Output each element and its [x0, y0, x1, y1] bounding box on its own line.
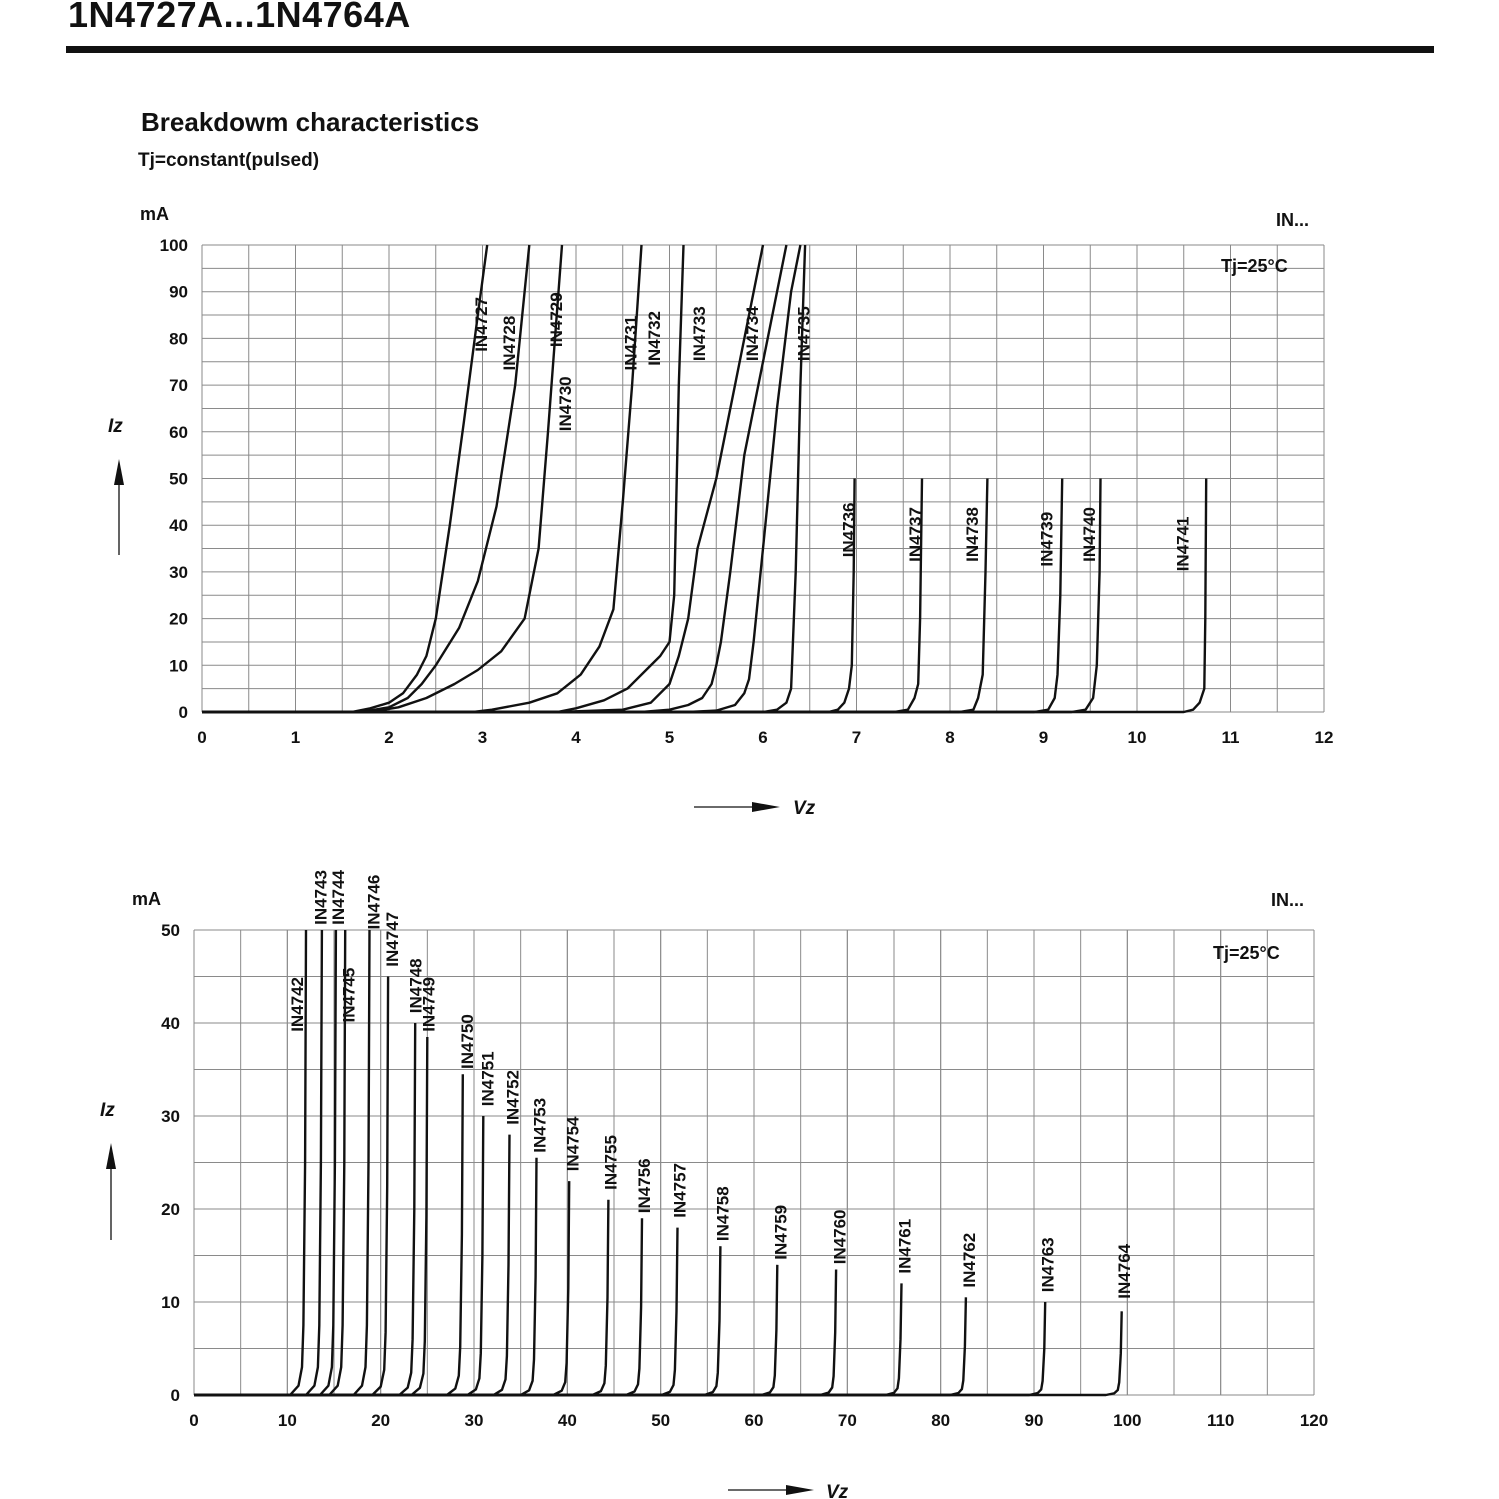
- series-label-IN4763: IN4763: [1038, 1237, 1058, 1293]
- y-tick-label: 60: [169, 422, 188, 442]
- x-tick-label: 9: [1038, 728, 1049, 747]
- series-label-IN4741: IN4741: [1173, 516, 1193, 572]
- series-IN4762: [194, 1297, 966, 1395]
- y-tick-label: 10: [169, 656, 188, 676]
- temperature-note: Tj=25°C: [1213, 943, 1280, 963]
- series-label-IN4744: IN4744: [329, 870, 349, 925]
- x-tick-label: 2: [384, 728, 394, 747]
- series-IN4756: [194, 1218, 642, 1395]
- series-label-IN4737: IN4737: [905, 507, 925, 562]
- series-IN4750: [194, 1074, 463, 1395]
- series-IN4747: [194, 977, 388, 1396]
- series-label-IN4759: IN4759: [771, 1204, 791, 1260]
- series-IN4759: [194, 1265, 777, 1395]
- y-axis-label: Iz: [100, 1100, 115, 1121]
- x-tick-label: 50: [651, 1411, 671, 1430]
- y-tick-label: 100: [159, 236, 188, 255]
- x-tick-label: 0: [197, 728, 207, 747]
- y-unit-label: mA: [140, 204, 170, 224]
- series-label-IN4728: IN4728: [499, 315, 519, 371]
- y-tick-label: 40: [161, 1014, 180, 1033]
- y-tick-label: 20: [161, 1200, 180, 1219]
- series-label-IN4751: IN4751: [478, 1051, 498, 1107]
- series-label-IN4733: IN4733: [689, 306, 709, 362]
- y-tick-label: 50: [169, 469, 188, 489]
- x-tick-label: 4: [571, 728, 581, 747]
- x-tick-label: 0: [189, 1411, 199, 1430]
- device-family-label: IN...: [1271, 890, 1305, 910]
- series-label-IN4758: IN4758: [713, 1186, 733, 1242]
- x-tick-label: 40: [557, 1411, 577, 1430]
- document-title: 1N4727A...1N4764A: [68, 0, 411, 35]
- y-tick-label: 10: [161, 1293, 180, 1312]
- series-label-IN4762: IN4762: [959, 1232, 979, 1288]
- x-axis-label: Vz: [826, 1482, 849, 1499]
- y-tick-label: 30: [169, 562, 188, 582]
- series-label-IN4729: IN4729: [546, 292, 566, 348]
- x-axis-label: Vz: [793, 798, 816, 819]
- y-tick-label: 0: [170, 1386, 180, 1405]
- series-label-IN4749: IN4749: [419, 976, 439, 1032]
- series-label-IN4757: IN4757: [670, 1162, 690, 1218]
- y-tick-label: 80: [169, 329, 188, 349]
- series-label-IN4753: IN4753: [530, 1097, 550, 1153]
- x-tick-label: 100: [1113, 1411, 1142, 1430]
- x-tick-label: 110: [1206, 1411, 1235, 1430]
- x-tick-label: 90: [1024, 1411, 1044, 1430]
- x-tick-label: 80: [931, 1411, 951, 1430]
- series-label-IN4739: IN4739: [1037, 511, 1057, 567]
- series-label-IN4761: IN4761: [895, 1218, 915, 1274]
- series-label-IN4732: IN4732: [644, 310, 664, 366]
- device-family-label: IN...: [1276, 210, 1310, 230]
- series-label-IN4755: IN4755: [601, 1135, 621, 1190]
- y-axis-label: Iz: [108, 416, 123, 437]
- x-axis-arrow-head: [786, 1485, 814, 1495]
- chart-1: [108, 204, 1333, 819]
- x-tick-label: 3: [477, 728, 488, 747]
- y-tick-label: 90: [169, 282, 188, 302]
- series-label-IN4745: IN4745: [339, 967, 359, 1023]
- y-tick-label: 0: [178, 703, 188, 722]
- x-tick-label: 20: [371, 1411, 391, 1430]
- y-unit-label: mA: [132, 889, 162, 909]
- x-tick-label: 6: [758, 728, 768, 747]
- y-axis-arrow-head: [114, 459, 124, 485]
- series-IN4755: [194, 1200, 608, 1395]
- series-label-IN4754: IN4754: [563, 1116, 583, 1172]
- series-label-IN4752: IN4752: [503, 1069, 523, 1125]
- series-label-IN4742: IN4742: [287, 976, 307, 1032]
- y-tick-label: 50: [161, 921, 180, 940]
- series-label-IN4748: IN4748: [406, 958, 426, 1014]
- series-label-IN4740: IN4740: [1079, 507, 1099, 562]
- series-label-IN4764: IN4764: [1114, 1243, 1134, 1299]
- series-IN4760: [194, 1270, 836, 1396]
- x-tick-label: 1: [290, 728, 301, 747]
- x-tick-label: 11: [1221, 728, 1240, 747]
- series-label-IN4760: IN4760: [830, 1209, 850, 1265]
- series-label-IN4735: IN4735: [794, 306, 814, 362]
- y-tick-label: 20: [169, 609, 188, 629]
- series-label-IN4736: IN4736: [839, 502, 859, 558]
- series-label-IN4750: IN4750: [457, 1014, 477, 1070]
- figure-title: Breakdowm characteristics: [141, 107, 480, 137]
- series-label-IN4756: IN4756: [635, 1158, 655, 1214]
- temperature-note: Tj=25°C: [1221, 256, 1288, 276]
- series-IN4749: [194, 1037, 427, 1395]
- series-label-IN4743: IN4743: [311, 870, 331, 925]
- chart-2: [100, 870, 1328, 1499]
- series-label-IN4734: IN4734: [743, 306, 763, 362]
- y-tick-label: 70: [169, 376, 188, 396]
- x-tick-label: 60: [744, 1411, 764, 1430]
- series-label-IN4738: IN4738: [962, 507, 982, 562]
- x-tick-label: 12: [1314, 728, 1334, 747]
- x-tick-label: 8: [945, 728, 955, 747]
- y-tick-label: 30: [161, 1107, 180, 1126]
- x-tick-label: 7: [851, 728, 862, 747]
- x-tick-label: 30: [464, 1411, 484, 1430]
- x-axis-arrow-head: [752, 802, 780, 812]
- series-IN4754: [194, 1181, 569, 1395]
- series-label-IN4731: IN4731: [621, 315, 641, 371]
- series-label-IN4730: IN4730: [556, 376, 576, 432]
- x-tick-label: 70: [837, 1411, 857, 1430]
- x-tick-label: 120: [1299, 1411, 1329, 1430]
- series-label-IN4727: IN4727: [471, 296, 491, 352]
- x-tick-label: 5: [664, 728, 675, 747]
- x-tick-label: 10: [1127, 728, 1147, 747]
- y-axis-arrow-head: [106, 1143, 116, 1169]
- series-label-IN4747: IN4747: [383, 911, 403, 967]
- x-tick-label: 10: [277, 1411, 297, 1430]
- figure-subtitle: Tj=constant(pulsed): [138, 150, 320, 171]
- series-label-IN4746: IN4746: [364, 874, 384, 930]
- y-tick-label: 40: [169, 516, 188, 536]
